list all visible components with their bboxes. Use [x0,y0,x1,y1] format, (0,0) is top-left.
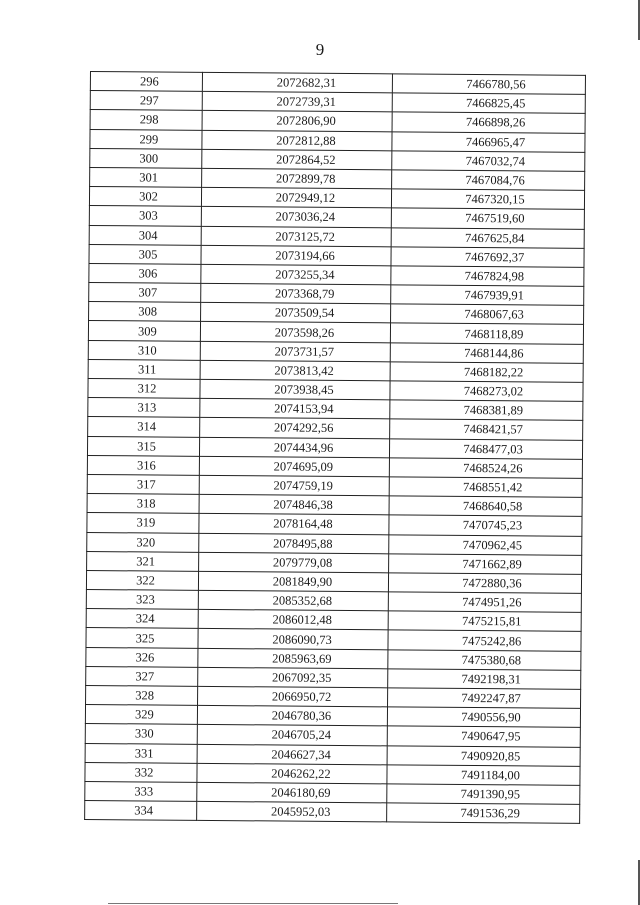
point-number-cell: 304 [89,225,201,245]
x-coordinate-cell: 2046780,36 [197,706,387,727]
point-number-cell: 306 [89,263,201,283]
y-coordinate-cell: 7491390,95 [387,784,580,805]
x-coordinate-cell: 2073813,42 [200,360,390,381]
point-number-cell: 298 [90,110,202,130]
y-coordinate-cell: 7468477,03 [389,438,582,459]
y-coordinate-cell: 7467625,84 [391,227,584,248]
point-number-cell: 320 [87,532,199,552]
point-number-cell: 307 [89,283,201,303]
y-coordinate-cell: 7470745,23 [389,515,582,536]
point-number-cell: 327 [86,666,198,686]
y-coordinate-cell: 7467824,98 [391,266,584,287]
point-number-cell: 325 [86,628,198,648]
point-number-cell: 329 [85,705,197,725]
x-coordinate-cell: 2079779,08 [199,552,389,573]
page-number: 9 [315,40,325,59]
point-number-cell: 333 [85,781,197,801]
x-coordinate-cell: 2072739,31 [202,92,392,113]
point-number-cell: 328 [86,685,198,705]
point-number-cell: 299 [90,129,202,149]
y-coordinate-cell: 7468551,42 [389,477,582,498]
x-coordinate-cell: 2046262,22 [197,763,387,784]
point-number-cell: 322 [86,570,198,590]
x-coordinate-cell: 2074695,09 [199,456,389,477]
y-coordinate-cell: 7468524,26 [389,458,582,479]
bottom-rule [108,903,398,904]
y-coordinate-cell: 7468118,89 [390,323,583,344]
x-coordinate-cell: 2078164,48 [199,514,389,535]
x-coordinate-cell: 2066950,72 [198,686,388,707]
y-coordinate-cell: 7466780,56 [392,74,585,95]
x-coordinate-cell: 2073938,45 [200,379,390,400]
point-number-cell: 319 [87,513,199,533]
y-coordinate-cell: 7475242,86 [388,630,581,651]
point-number-cell: 318 [87,494,199,514]
y-coordinate-cell: 7490920,85 [387,745,580,766]
x-coordinate-cell: 2073194,66 [201,245,391,266]
x-coordinate-cell: 2074292,56 [200,418,390,439]
point-number-cell: 303 [89,206,201,226]
point-number-cell: 314 [88,417,200,437]
y-coordinate-cell: 7491536,29 [387,803,580,824]
x-coordinate-cell: 2073255,34 [201,264,391,285]
y-coordinate-cell: 7492247,87 [388,688,581,709]
y-coordinate-cell: 7466965,47 [392,131,585,152]
x-coordinate-cell: 2074759,19 [199,475,389,496]
point-number-cell: 305 [89,244,201,264]
x-coordinate-cell: 2073125,72 [201,226,391,247]
y-coordinate-cell: 7470962,45 [389,534,582,555]
y-coordinate-cell: 7492198,31 [388,669,581,690]
point-number-cell: 315 [87,436,199,456]
x-coordinate-cell: 2073509,54 [201,303,391,324]
x-coordinate-cell: 2072864,52 [202,149,392,170]
y-coordinate-cell: 7466825,45 [392,93,585,114]
x-coordinate-cell: 2072899,78 [202,168,392,189]
point-number-cell: 316 [87,455,199,475]
y-coordinate-cell: 7466898,26 [392,112,585,133]
x-coordinate-cell: 2072806,90 [202,111,392,132]
y-coordinate-cell: 7491184,00 [387,765,580,786]
y-coordinate-cell: 7474951,26 [388,592,581,613]
x-coordinate-cell: 2046180,69 [197,782,387,803]
x-coordinate-cell: 2045952,03 [197,801,387,822]
x-coordinate-cell: 2078495,88 [199,533,389,554]
x-coordinate-cell: 2046705,24 [197,725,387,746]
y-coordinate-cell: 7468144,86 [390,342,583,363]
point-number-cell: 330 [85,724,197,744]
y-coordinate-cell: 7490647,95 [387,726,580,747]
x-coordinate-cell: 2074846,38 [199,494,389,515]
x-coordinate-cell: 2072949,12 [201,188,391,209]
point-number-cell: 326 [86,647,198,667]
y-coordinate-cell: 7467692,37 [391,247,584,268]
x-coordinate-cell: 2046627,34 [197,744,387,765]
x-coordinate-cell: 2073731,57 [200,341,390,362]
y-coordinate-cell: 7467084,76 [392,170,585,191]
point-number-cell: 321 [87,551,199,571]
point-number-cell: 332 [85,762,197,782]
x-coordinate-cell: 2085352,68 [198,590,388,611]
point-number-cell: 310 [88,340,200,360]
coordinates-table [84,71,586,824]
point-number-cell: 324 [86,609,198,629]
y-coordinate-cell: 7472880,36 [388,573,581,594]
x-coordinate-cell: 2073368,79 [201,283,391,304]
y-coordinate-cell: 7490556,90 [387,707,580,728]
x-coordinate-cell: 2074153,94 [200,399,390,420]
x-coordinate-cell: 2072682,31 [202,72,392,93]
x-coordinate-cell: 2067092,35 [198,667,388,688]
x-coordinate-cell: 2073036,24 [201,207,391,228]
y-coordinate-cell: 7475380,68 [388,649,581,670]
x-coordinate-cell: 2086012,48 [198,610,388,631]
y-coordinate-cell: 7467032,74 [392,151,585,172]
point-number-cell: 334 [85,801,197,821]
y-coordinate-cell: 7467519,60 [391,208,584,229]
point-number-cell: 296 [90,72,202,92]
y-coordinate-cell: 7475215,81 [388,611,581,632]
y-coordinate-cell: 7468067,63 [391,304,584,325]
point-number-cell: 313 [88,398,200,418]
x-coordinate-cell: 2086090,73 [198,629,388,650]
point-number-cell: 312 [88,378,200,398]
x-coordinate-cell: 2085963,69 [198,648,388,669]
y-coordinate-cell: 7467320,15 [391,189,584,210]
point-number-cell: 309 [88,321,200,341]
point-number-cell: 317 [87,474,199,494]
point-number-cell: 308 [89,302,201,322]
point-number-cell: 301 [90,167,202,187]
x-coordinate-cell: 2081849,90 [198,571,388,592]
y-coordinate-cell: 7468381,89 [390,400,583,421]
y-coordinate-cell: 7468273,02 [390,381,583,402]
x-coordinate-cell: 2073598,26 [200,322,390,343]
point-number-cell: 297 [90,91,202,111]
y-coordinate-cell: 7468640,58 [389,496,582,517]
x-coordinate-cell: 2072812,88 [202,130,392,151]
point-number-cell: 302 [89,187,201,207]
point-number-cell: 300 [90,148,202,168]
y-coordinate-cell: 7467939,91 [391,285,584,306]
y-coordinate-cell: 7471662,89 [389,554,582,575]
x-coordinate-cell: 2074434,96 [199,437,389,458]
table-row [85,801,580,824]
y-coordinate-cell: 7468182,22 [390,362,583,383]
y-coordinate-cell: 7468421,57 [390,419,583,440]
table-body [85,72,586,824]
point-number-cell: 323 [86,590,198,610]
point-number-cell: 331 [85,743,197,763]
point-number-cell: 311 [88,359,200,379]
